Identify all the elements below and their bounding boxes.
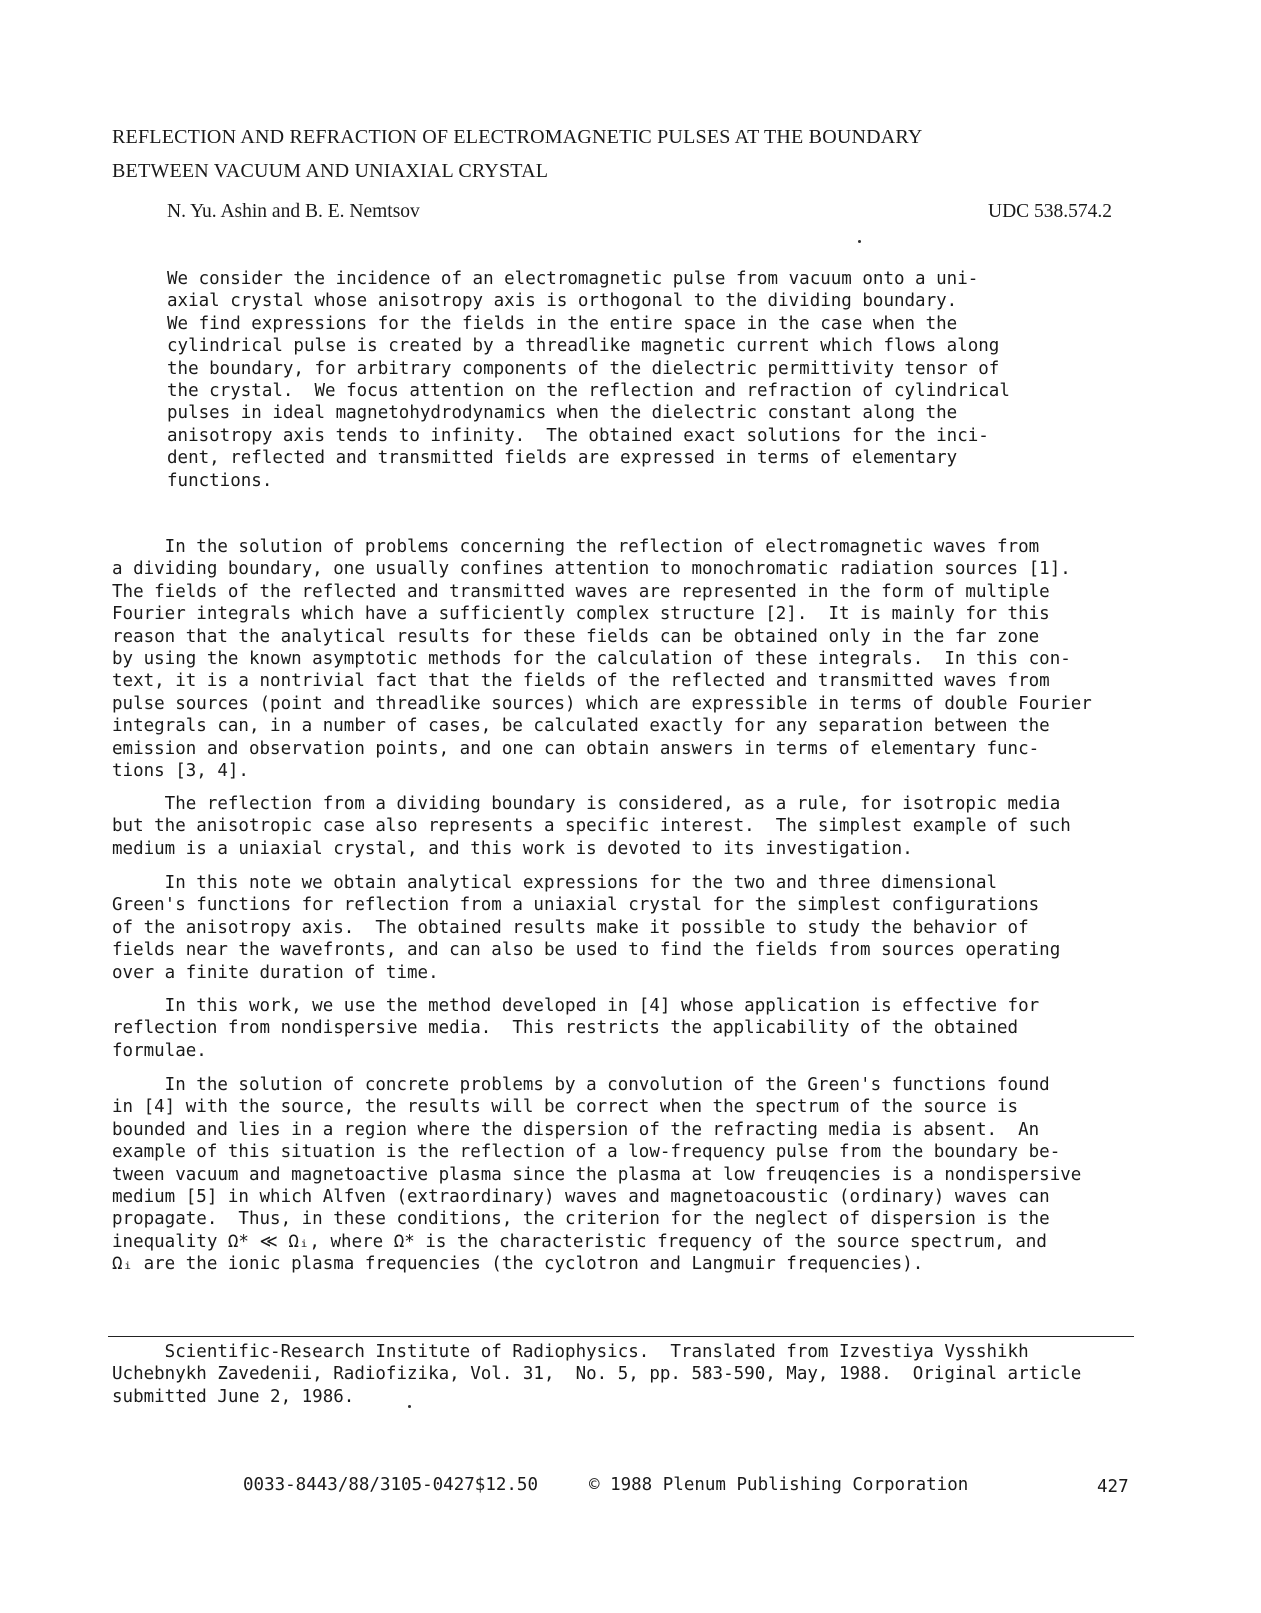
paragraph-line: but the anisotropic case also represents a specific interest. The simplest example of such [112, 816, 1071, 837]
abstract-line: We consider the incidence of an electromagnetic pulse from vacuum onto a uni- [167, 269, 979, 289]
paragraph-line: of the anisotropy axis. The obtained results make it possible to study the behavior of [112, 917, 1029, 938]
footnote-line: submitted June 2, 1986. [112, 1386, 355, 1407]
copyright-notice: © 1988 Plenum Publishing Corporation [589, 1475, 969, 1495]
paragraph-line: fields near the wavefronts, and can also be used to find the fields from sources operating [112, 940, 1061, 961]
scan-speck [408, 1405, 411, 1408]
paragraph-line: by using the known asymptotic methods for the calculation of these integrals. In this con- [112, 649, 1071, 670]
abstract-line: the crystal. We focus attention on the reflection and refraction of cylindrical [167, 381, 1010, 402]
title-line: BETWEEN VACUUM AND UNIAXIAL CRYSTAL [112, 160, 549, 182]
body-paragraph [112, 793, 1152, 860]
abstract-line: We find expressions for the fields in the entire space in the case when the [167, 313, 958, 334]
paragraph-line: medium [5] in which Alfven (extraordinary) waves and magnetoacoustic (ordinary) waves can [112, 1187, 1050, 1208]
body-paragraph [112, 1074, 1152, 1276]
paragraph-line: text, it is a nontrivial fact that the fields of the reflected and transmitted waves from [112, 671, 1050, 692]
paragraph-line: emission and observation points, and one can obtain answers in terms of elementary func- [112, 738, 1040, 759]
paragraph-line: pulse sources (point and threadlike sources) which are expressible in terms of double Fourier [112, 693, 1092, 714]
paragraph-line: formulae. [112, 1040, 207, 1061]
footnote-line: Uchebnykh Zavedenii, Radiofizika, Vol. 31, No. 5, pp. 583-590, May, 1988. Original article [112, 1364, 1082, 1385]
abstract-line: dent, reflected and transmitted fields are expressed in terms of elementary [167, 448, 958, 469]
abstract [167, 268, 1067, 492]
paragraph-line: medium is a uniaxial crystal, and this work is devoted to its investigation. [112, 838, 913, 859]
paragraph-line: tween vacuum and magnetoactive plasma since the plasma at low freuqencies is a nondispersive [112, 1164, 1082, 1185]
abstract-line: anisotropy axis tends to infinity. The obtained exact solutions for the inci- [167, 425, 989, 446]
paragraph-line: In this note we obtain analytical expressions for the two and three dimensional [112, 873, 998, 893]
udc-code: UDC 538.574.2 [988, 201, 1113, 222]
footnote-divider [108, 1336, 1134, 1337]
publication-code: 0033-8443/88/3105-0427$12.50 [243, 1475, 539, 1495]
body-paragraph [112, 995, 1152, 1062]
paragraph-line: Fourier integrals which have a sufficiently complex structure [2]. It is mainly for this [112, 604, 1050, 625]
body-paragraph [112, 872, 1152, 984]
abstract-line: axial crystal whose anisotropy axis is orthogonal to the dividing boundary. [167, 291, 958, 312]
paragraph-line: over a finite duration of time. [112, 962, 439, 983]
paragraph-line: inequality Ω* ≪ Ωᵢ, where Ω* is the characteristic frequency of the source spectrum, and [112, 1231, 1047, 1252]
paragraph-line: Ωᵢ are the ionic plasma frequencies (the cyclotron and Langmuir frequencies). [112, 1254, 924, 1275]
paragraph-line: In the solution of problems concerning the reflection of electromagnetic waves from [112, 537, 1040, 557]
paragraph-line: in [4] with the source, the results will be correct when the spectrum of the source is [112, 1097, 1019, 1118]
abstract-line: the boundary, for arbitrary components of the dielectric permittivity tensor of [167, 358, 1000, 379]
paragraph-line: The fields of the reflected and transmitted waves are represented in the form of multiple [112, 581, 1050, 602]
scan-speck [858, 240, 861, 243]
paragraph-line: bounded and lies in a region where the dispersion of the refracting media is absent. An [112, 1119, 1040, 1140]
paragraph-line: The reflection from a dividing boundary is considered, as a rule, for isotropic media [112, 794, 1061, 814]
paragraph-line: propagate. Thus, in these conditions, the criterion for the neglect of dispersion is the [112, 1209, 1050, 1230]
article-title [112, 120, 1112, 188]
paragraph-line: In the solution of concrete problems by a convolution of the Green's functions found [112, 1075, 1050, 1095]
page-number: 427 [1097, 1477, 1129, 1497]
title-line: REFLECTION AND REFRACTION OF ELECTROMAGNETIC PULSES AT THE BOUNDARY [112, 126, 923, 148]
authors: N. Yu. Ashin and B. E. Nemtsov [167, 201, 420, 222]
paragraph-line: example of this situation is the reflection of a low-frequency pulse from the boundary be- [112, 1142, 1061, 1163]
body-paragraph [112, 536, 1152, 782]
paragraph-line: a dividing boundary, one usually confines attention to monochromatic radiation sources [1]. [112, 559, 1071, 580]
paragraph-line: reason that the analytical results for these fields can be obtained only in the far zone [112, 626, 1040, 647]
abstract-line: functions. [167, 470, 273, 491]
paragraph-line: In this work, we use the method developed in [4] whose application is effective for [112, 996, 1040, 1016]
abstract-line: pulses in ideal magnetohydrodynamics when the dielectric constant along the [167, 403, 958, 424]
footnote-line: Scientific-Research Institute of Radiophysics. Translated from Izvestiya Vysshikh [112, 1342, 1029, 1362]
paragraph-line: Green's functions for reflection from a uniaxial crystal for the simplest configurations [112, 895, 1040, 916]
footnote [112, 1341, 1152, 1408]
paragraph-line: reflection from nondispersive media. This restricts the applicability of the obtained [112, 1018, 1019, 1039]
abstract-line: cylindrical pulse is created by a threadlike magnetic current which flows along [167, 336, 1000, 357]
paragraph-line: tions [3, 4]. [112, 761, 249, 782]
paragraph-line: integrals can, in a number of cases, be calculated exactly for any separation between the [112, 716, 1050, 737]
